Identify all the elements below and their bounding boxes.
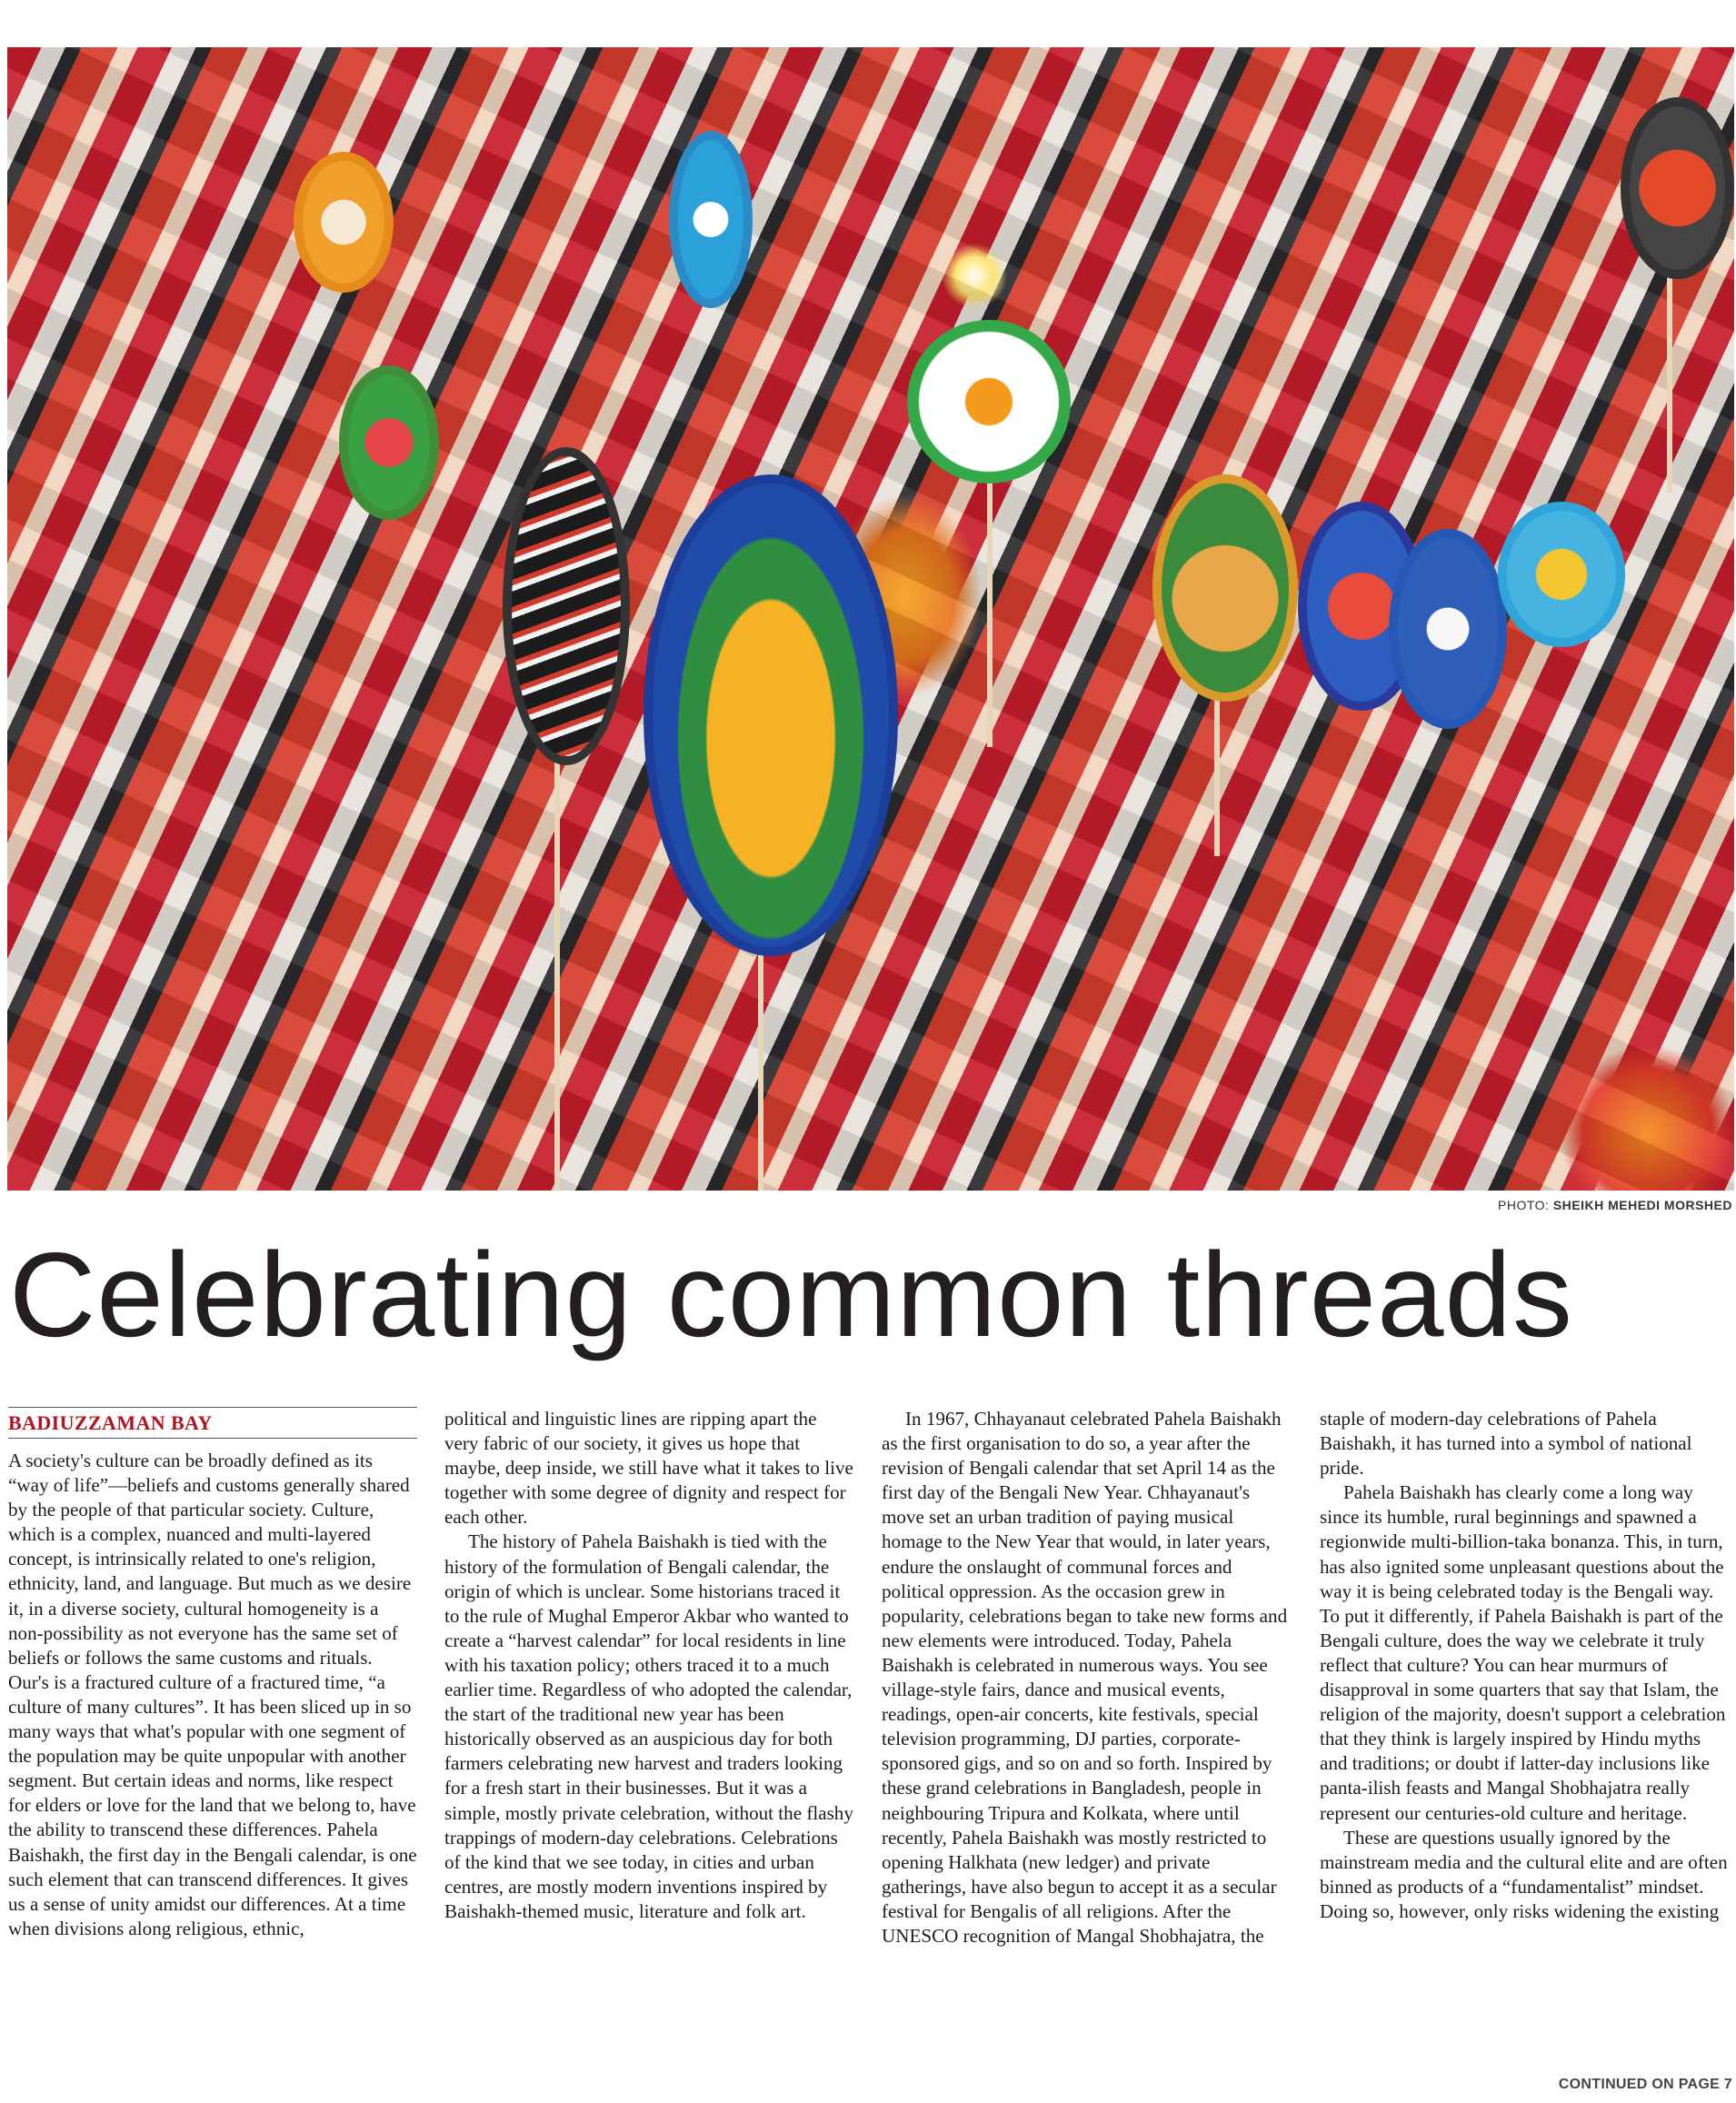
paragraph: These are questions usually ignored by the mainstream media and the cultural elite and are often binned as products of a “fundamentalist” mindset. Doing so, however, only risks widening the existing [1320,1826,1728,1922]
paragraph: A society's culture can be broadly defined as its “way of life”—beliefs and customs generally shared by the people of that particular society. Culture, which is a complex, nuanced and multi-layered concept, is intrinsically related to one's religion, ethnicity, land, and language. But much as we desire it, in a diverse society, cultural homogeneity is a non-possibility as not everyone has the same set of beliefs or follows the same customs and rituals. Our's is a fractured culture of a fractured time, “a culture of many cultures”. It has been sliced up in so many ways that what's popular with one segment of the population may be quite unpopular with another segment. But certain ideas and norms, like respect for elders or love for the land that we belong to, have the ability to transcend these differences. Pahela Baishakh, the first day in the Bengali calendar, is one such element that can transcend differences. It gives us a sense of unity amidst our differences. At a time when divisions along religious, ethnic, [8,1450,417,1939]
continued-on-page[interactable]: CONTINUED ON PAGE 7 [1558,2077,1732,2092]
festival-photo [7,47,1734,1191]
mask-pole [1667,256,1672,493]
byline: BADIUZZAMAN BAY [8,1411,213,1434]
paragraph: staple of modern-day celebrations of Pahela Baishakh, it has turned into a symbol of national pride. [1320,1408,1692,1480]
article-column-4 [1320,1407,1731,1924]
demon-mask [1621,97,1734,279]
owl-mask [1389,529,1507,729]
byline-rule-bottom [8,1438,417,1439]
mask-pole [1214,674,1220,856]
photo-credit-name: SHEIKH MEHEDI MORSHED [1552,1198,1732,1212]
bird-mask [1498,502,1625,647]
green-mask [339,365,439,520]
mask-pole [987,474,993,747]
dark-mask [503,447,630,765]
bearded-mask [1152,474,1298,702]
fish-mask [669,131,753,308]
headline: Celebrating common threads [9,1228,1573,1361]
paragraph: The history of Pahela Baishakh is tied with the history of the formulation of Bengali calendar, the origin of which is unclear. Some historians traced it to the rule of Mughal Emperor Akbar who wanted to create a “harvest calendar” for local residents in line with his taxation policy; others traced it to a much earlier time. Regardless of who adopted the calendar, the start of the traditional new year has been historically observed as an auspicious day for both farmers celebrating new harvest and traders looking for a fresh start in their businesses. But it was a simple, mostly private celebration, without the flashy trappings of modern-day celebrations. Celebrations of the kind that we see today, in cities and urban centres, are mostly modern inventions inspired by Baishakh-themed music, literature and folk art. [444,1530,853,1922]
mask-pole [758,920,763,1191]
byline-rule-top [8,1407,417,1408]
article-column-3 [882,1407,1291,1949]
photo-credit [1498,1198,1732,1212]
article-column-2 [444,1407,853,1924]
photo-credit-label: PHOTO: [1498,1198,1553,1212]
article-column-1 [8,1449,417,1941]
paragraph: In 1967, Chhayanaut celebrated Pahela Baishakh as the first organisation to do so, a year after the revision of Bengali calendar that set April 14 as the first day of the Bengali New Year. Chhayanaut's move set an urban tradition of paying musical homage to the New Year that would, in later years, endure the onslaught of communal forces and political oppression. As the occasion grew in popularity, celebrations began to take new forms and new elements were introduced. Today, Pahela Baishakh is celebrated in numerous ways. You see village-style fairs, dance and musical events, readings, open-air concerts, kite festivals, special television programming, DJ parties, corporate-sponsored gigs, and so on and so forth. Inspired by these grand celebrations in Bangladesh, people in neighbouring Tripura and Kolkata, where until recently, Pahela Baishakh was mostly restricted to opening Halkhata (new ledger) and private gatherings, have also begun to accept it as a secular festival for Bengalis of all religions. After the UNESCO recognition of Mangal Shobhajatra, the [882,1408,1288,1947]
orange-mask [294,152,394,293]
flower-prop [907,320,1071,483]
central-painted-mask [644,474,898,956]
mask-pole [554,738,560,1191]
paragraph: Pahela Baishakh has clearly come a long way since its humble, rural beginnings and spawned a regionwide multi-billion-taka bonanza. This, in turn, has also ignited some unpleasant questions about the way it is being celebrated today is the Bengali way. To put it differently, if Pahela Baishakh is part of the Bengali culture, does the way we celebrate it truly reflect that culture? You can hear murmurs of disapproval in some quarters that say that Islam, the religion of the majority, doesn't support a celebration that they think is largely inspired by Hindu myths and traditions; or doubt if latter-day inclusions like panta-ilish feasts and Mangal Shobhajatra really represent our centuries-old culture and heritage. [1320,1481,1726,1824]
paragraph: political and linguistic lines are ripping apart the very fabric of our society, it gives us hope that maybe, deep inside, we still have what it takes to live together with some degree of dignity and respect for each other. [444,1408,853,1529]
